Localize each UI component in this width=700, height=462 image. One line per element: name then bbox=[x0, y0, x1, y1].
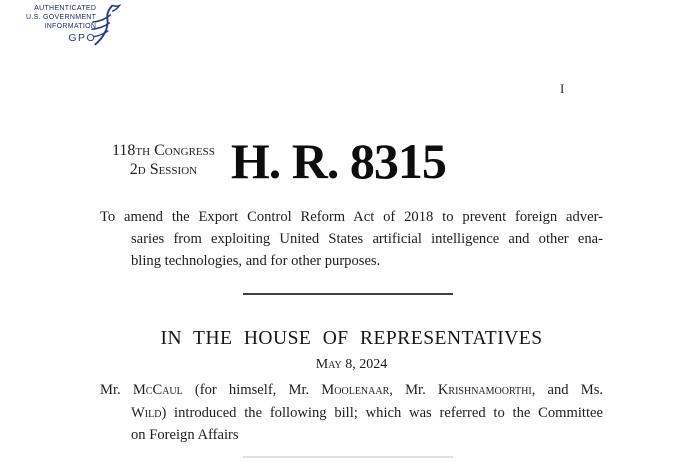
gpo-auth-line-2: U.S. GOVERNMENT bbox=[26, 14, 97, 22]
gpo-authentication-logo bbox=[26, 4, 124, 47]
official-title-line-2: saries from exploiting United States artificial intelligence and other ena- bbox=[131, 231, 603, 247]
page-number: I bbox=[560, 81, 565, 96]
official-title-line-3: bling technologies, and for other purposes. bbox=[131, 253, 381, 269]
sponsor-line-1: Mr. McCaul (for himself, Mr. Moolenaar, Mr. Krishnamoorthi, and Ms. bbox=[100, 382, 604, 398]
bill-header bbox=[100, 133, 603, 189]
session-line: 2d Session bbox=[129, 161, 198, 178]
bottom-separator-rule bbox=[243, 456, 453, 458]
sponsor-line-2: Wild) introduced the following bill; which was referred to the Committee bbox=[131, 404, 603, 421]
congress-line: 118th Congress bbox=[112, 142, 215, 160]
gpo-abbr-label: GPO bbox=[68, 32, 97, 45]
separator-rule bbox=[243, 293, 453, 295]
gpo-authentication-text bbox=[26, 4, 96, 46]
introduction-date bbox=[100, 357, 603, 373]
gpo-auth-line-1: AUTHENTICATED bbox=[34, 5, 97, 12]
official-title bbox=[100, 206, 603, 272]
gpo-eagle-icon bbox=[90, 3, 124, 47]
chamber-heading: IN THE HOUSE OF REPRESENTATIVES bbox=[160, 328, 543, 349]
sponsor-paragraph bbox=[100, 379, 603, 447]
official-title-line-1: To amend the Export Control Reform Act of 2018 to prevent foreign adver- bbox=[100, 209, 603, 225]
sponsor-line-3: on Foreign Affairs bbox=[131, 427, 239, 443]
congress-session-block bbox=[112, 142, 215, 180]
gpo-auth-line-3: INFORMATION bbox=[44, 23, 97, 31]
introduction-date-text: May 8, 2024 bbox=[315, 357, 388, 372]
bill-number: H. R. 8315 bbox=[230, 133, 446, 189]
